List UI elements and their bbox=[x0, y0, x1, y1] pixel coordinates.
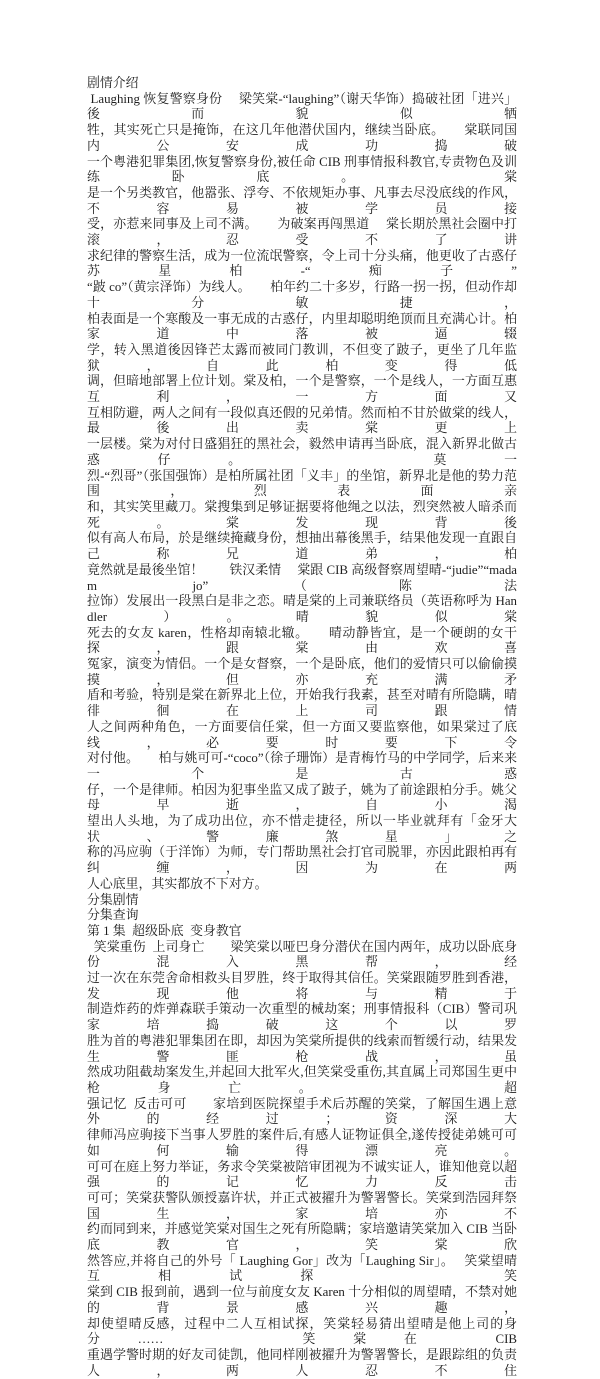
text-line: 笑棠重伤 上司身亡 梁笑棠以哑巴身分潜伏在国内两年，成功以卧底身份混入黑帮，经 bbox=[87, 939, 517, 970]
text-line: 牲，其实死亡只是掩饰，在这几年他潜伏国内，继续当卧底。 棠联同国内公安成功捣破 bbox=[87, 123, 517, 153]
text-line: 死去的女友 karen，性格却南辕北辙。 晴动静皆宜，是一个硬朗的女干探，跟棠由欢喜 bbox=[87, 625, 517, 656]
text-line: 互相防避，两人之间有一段似真还假的兄弟情。然而柏不甘於做棠的线人，最後出卖棠更上 bbox=[87, 405, 517, 436]
text-line: 仔，一个是律师。柏因为犯事坐监又成了跛子，姚为了前途跟柏分手。姚父母早逝，自小渴 bbox=[87, 782, 517, 813]
text-line: 强记忆 反击可可 家培到医院探望手术后苏醒的笑棠，了解国生遇上意外的经过；资深大 bbox=[87, 1096, 517, 1127]
text-line: 制造炸药的炸弹森联手策动一次重型的械劫案；刑事情报科（CIB）警司巩家培捣破这个以罗 bbox=[87, 1002, 517, 1033]
text-line: 胜为首的粤港犯罪集团在即，却因为笑棠所提供的线索而暂缓行动，结果发生警匪枪战，虽 bbox=[87, 1033, 517, 1064]
text-line: 棠到 CIB 报到前，遇到一位与前度女友 Karen 十分相似的周望晴，不禁对她的背景感兴趣， bbox=[87, 1285, 517, 1315]
text-line: 学，转入黑道後因锋芒太露而被同门教训，不但变了跛子，更坐了几年监狱，自此柏变得低 bbox=[87, 342, 517, 373]
episode-paragraph bbox=[87, 939, 524, 1379]
text-line: 约而同到来，并感觉笑棠对国生之死有所隐瞒；家培邀请笑棠加入 CIB 当卧底教官，笑棠欣 bbox=[87, 1222, 517, 1253]
text-line: 受，亦惹来同事及上司不满。 为破案再闯黑道 棠长期於黑社会圈中打滚，忍受不了讲 bbox=[87, 217, 517, 248]
text-line: 一个粤港犯罪集团,恢复警察身份,被任命 CIB 刑事情报科教官,专责物色及训练卧底。 棠 bbox=[87, 154, 517, 185]
document-body bbox=[87, 76, 524, 1379]
text-line: 人心底里，其实都放不下对方。 bbox=[87, 876, 268, 891]
text-line: 求纪律的警察生活，成为一位流氓警察，令上司十分头痛，他更收了古惑仔苏星柏-“痴子” bbox=[87, 248, 517, 279]
text-line: 和，其实笑里藏刀。棠搜集到足够证据要将他绳之以法，烈突然被人暗杀而死。棠发现背後 bbox=[87, 499, 517, 530]
episodes-heading: 分集剧情 bbox=[87, 892, 139, 907]
text-line: 柏表面是一个寒酸及一事无成的古惑仔，内里却聪明绝顶而且充满心计。柏家道中落被逼辍 bbox=[87, 311, 517, 342]
text-line: 重遇学警时期的好友司徒凯，他同样刚被擢升为警署警长，是跟踪组的负责人，两人忍不住 bbox=[87, 1347, 517, 1378]
intro-paragraph bbox=[87, 92, 517, 893]
text-line: 人之间两种角色，一方面要信任棠，但一方面又要监察他，如果棠过了底线，必要时要下令 bbox=[87, 719, 517, 750]
text-line: 过一次在东莞舍命相救头目罗胜，终于取得其信任。笑棠跟随罗胜到香港，发现他将与精于 bbox=[87, 971, 517, 1001]
intro-heading: 剧情介绍 bbox=[87, 76, 139, 90]
text-line: 望出人头地，为了成功出位，亦不惜走捷径，所以一毕业就拜有「金牙大状、警廉煞星」之 bbox=[87, 814, 517, 844]
text-line: 调，但暗地部署上位计划。棠及柏，一个是警察，一个是线人，一方面互惠互利，一方面又 bbox=[87, 374, 517, 405]
text-line: 盾和考验，特别是棠在新界北上位，开始我行我素，甚至对晴有所隐瞒，晴徘徊在上司跟情 bbox=[87, 688, 517, 719]
text-line: 冤家，演变为情侣。一个是女督察，一个是卧底，他们的爱情只可以偷偷摸摸，但亦充满矛 bbox=[87, 657, 517, 687]
text-line: 对付他。 柏与姚可可-“coco”（徐子珊饰）是青梅竹马的中学同学，后来来一个是古惑 bbox=[87, 751, 517, 781]
text-line: “跛 co”（黄宗泽饰）为线人。 柏年约二十多岁，行路一拐一拐，但动作却十分敏捷， bbox=[87, 280, 517, 310]
text-line: 可可在庭上努力举证，务求令笑棠被陪审团视为不诚实证人，谁知他竟以超强的记忆力反击 bbox=[87, 1159, 517, 1190]
text-line: 似有高人布局，於是继续掩藏身份，想抽出幕後黑手，结果他发现一直跟自己称兄道弟，柏 bbox=[87, 531, 517, 562]
text-line: 然成功阻截劫案发生,并起回大批军火,但笑棠受重伤,其直属上司郑国生更中枪身亡。 超 bbox=[87, 1065, 517, 1095]
text-line: 烈-“烈哥”（张国强饰）是柏所属社团「义丰」的坐馆，新界北是他的势力范围，烈表面亲 bbox=[87, 468, 517, 499]
text-line: 竟然就是最後坐馆！ 铁汉柔情 棠跟 CIB 高级督察周望晴-“judie”“madam jo”（陈法 bbox=[87, 562, 517, 593]
text-line: 可可；笑棠获警队颁授嘉许状，并正式被擢升为警署警长。笑棠到浩园拜祭国生，家培亦不 bbox=[87, 1190, 517, 1221]
text-line: 称的冯应驹（于洋饰）为师，专门帮助黑社会打官司脱罪，亦因此跟柏再有纠缠，因为在两 bbox=[87, 845, 517, 876]
text-line: 拉饰）发展出一段黑白是非之恋。晴是棠的上司兼联络员（英语称呼为 Handler）。晴貌似棠 bbox=[87, 594, 517, 624]
text-line: 是一个另类教官，他嚣张、浮夸、不依规矩办事、凡事去尽没底线的作风，不容易被学员接 bbox=[87, 185, 517, 216]
text-line: 一层楼。棠为对付日盛猖狂的黑社会，毅然申请再当卧底，混入新界北做古惑仔。 莫一 bbox=[87, 437, 517, 467]
text-line: 律师冯应驹接下当事人罗胜的案件后,有感人证物证俱全,遂传授徒弟姚可可如何输得漂亮。 bbox=[87, 1128, 517, 1158]
episode-query-link[interactable]: 分集查询 bbox=[87, 908, 139, 923]
text-line: 然答应,并将自己的外号「 Laughing Gor」改为「Laughing Sir」。 笑棠望晴 互相试探 笑 bbox=[87, 1253, 524, 1284]
text-line: 却使望晴反感，过程中二人互相试探，笑棠轻易猜出望晴是他上司的身分…… 笑棠在 CIB bbox=[87, 1316, 517, 1347]
episode-title: 第 1 集 超级卧底 变身教官 bbox=[87, 923, 242, 938]
text-line: Laughing 恢复警察身份 梁笑棠-“laughing”（谢天华饰）捣破社团「进兴」後而貌似牺 bbox=[87, 91, 517, 122]
